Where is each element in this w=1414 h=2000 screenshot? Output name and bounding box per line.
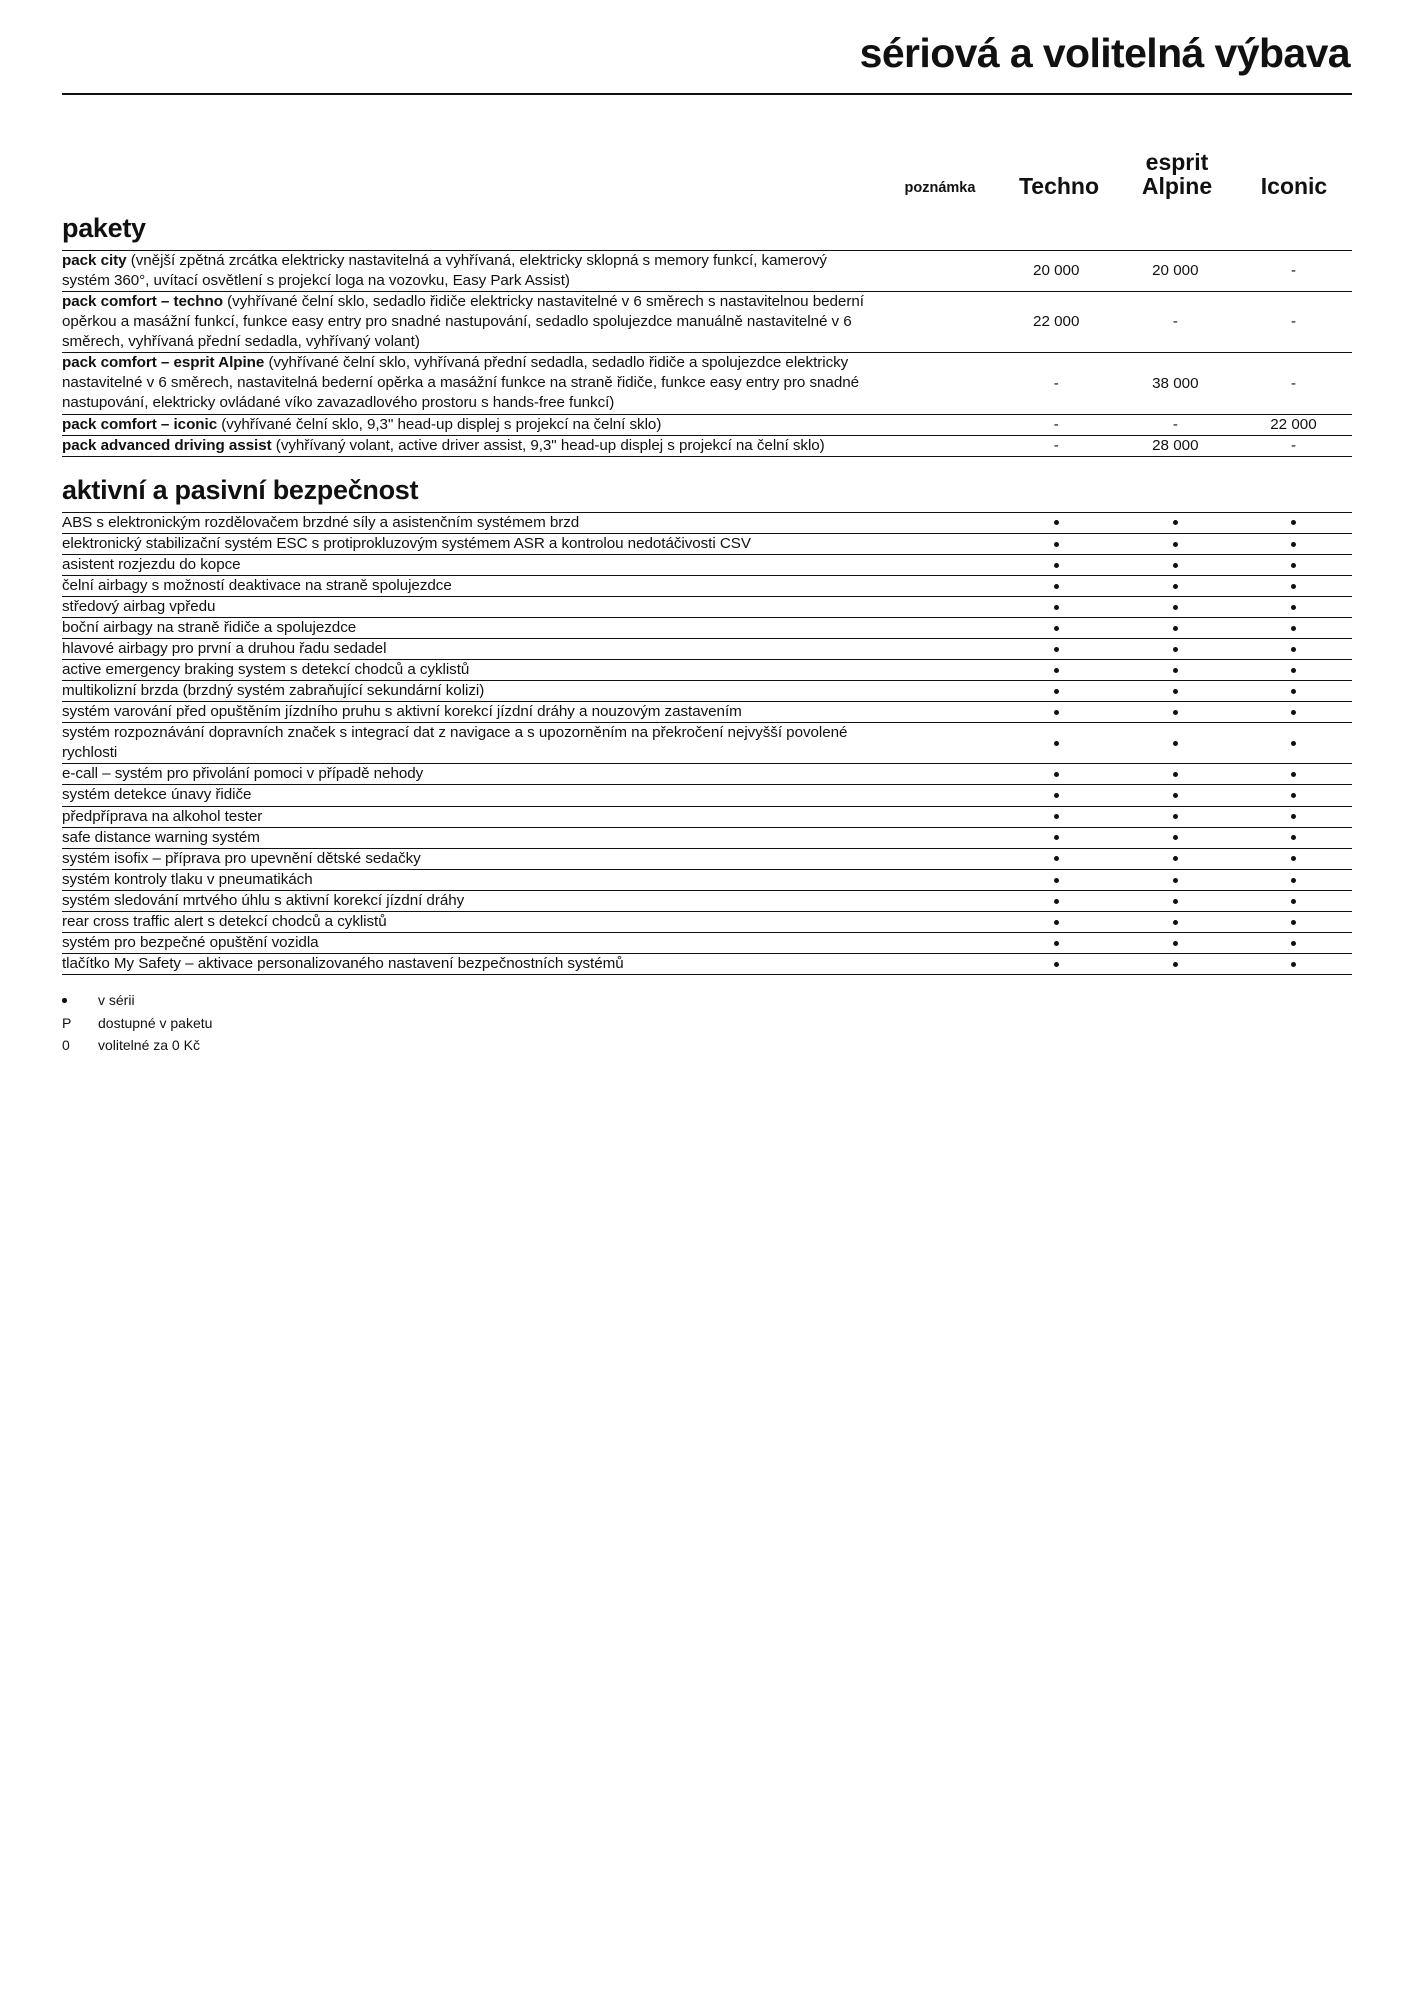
column-header-row — [62, 95, 1352, 199]
cell-note — [876, 512, 997, 533]
cell-iconic — [1235, 702, 1352, 723]
standard-equipment-bullet — [1291, 520, 1296, 525]
cell-iconic — [1235, 660, 1352, 681]
cell-note — [876, 827, 997, 848]
not-available-dash: - — [1053, 374, 1059, 392]
table-row — [62, 251, 1352, 292]
cell-esprit-alpine: 28 000 — [1152, 436, 1199, 454]
feature-label: active emergency braking system s detekcí chodců a cyklistů — [62, 661, 470, 679]
standard-equipment-bullet — [1291, 542, 1296, 547]
cell-esprit-alpine — [1116, 869, 1235, 890]
cell-techno — [997, 723, 1116, 764]
cell-iconic — [1235, 827, 1352, 848]
feature-label: systém rozpoznávání dopravních značek s integrací dat z navigace a s upozorněním na překročení nejvyšší povolené rychlosti — [62, 724, 848, 762]
column-header-techno: Techno — [1018, 173, 1100, 200]
table-row — [62, 435, 1352, 456]
legend-key: P — [62, 1014, 72, 1031]
standard-equipment-bullet — [1173, 563, 1178, 568]
cell-esprit-alpine — [1116, 533, 1235, 554]
cell-note — [876, 932, 997, 953]
cell-techno — [997, 639, 1116, 660]
standard-equipment-bullet — [1054, 542, 1059, 547]
cell-note — [876, 435, 997, 456]
legend-text: dostupné v paketu — [98, 1014, 213, 1031]
column-header-iconic: Iconic — [1260, 173, 1328, 200]
standard-equipment-bullet — [1173, 647, 1178, 652]
standard-equipment-bullet — [1054, 626, 1059, 631]
not-available-dash: - — [1290, 374, 1296, 392]
feature-label: elektronický stabilizační systém ESC s protiprokluzovým systémem ASR a kontrolou nedotáčivosti CSV — [62, 534, 751, 552]
standard-equipment-bullet — [1291, 710, 1296, 715]
cell-note — [876, 869, 997, 890]
feature-label: ABS s elektronickým rozdělovačem brzdné síly a asistenčním systémem brzd — [62, 513, 580, 531]
cell-esprit-alpine — [1116, 702, 1235, 723]
cell-iconic — [1235, 848, 1352, 869]
cell-note — [876, 681, 997, 702]
feature-label: tlačítko My Safety – aktivace personalizovaného nastavení bezpečnostních systémů — [62, 954, 624, 972]
not-available-dash: - — [1053, 436, 1059, 454]
standard-equipment-bullet — [1054, 689, 1059, 694]
feature-label: systém sledování mrtvého úhlu s aktivní korekcí jízdní dráhy — [62, 891, 465, 909]
cell-note — [876, 890, 997, 911]
standard-equipment-bullet — [1173, 899, 1178, 904]
cell-note — [876, 911, 997, 932]
standard-equipment-bullet — [1054, 647, 1059, 652]
cell-iconic — [1235, 533, 1352, 554]
standard-equipment-bullet — [1291, 899, 1296, 904]
cell-esprit-alpine — [1116, 512, 1235, 533]
standard-equipment-bullet — [1291, 793, 1296, 798]
cell-esprit-alpine — [1116, 827, 1235, 848]
cell-note — [876, 292, 997, 353]
cell-note — [876, 414, 997, 435]
standard-equipment-bullet — [1173, 689, 1178, 694]
standard-equipment-bullet — [1291, 962, 1296, 967]
standard-equipment-bullet — [1173, 520, 1178, 525]
cell-techno — [997, 617, 1116, 638]
legend-text: volitelné za 0 Kč — [98, 1037, 200, 1054]
cell-techno — [997, 848, 1116, 869]
cell-iconic — [1235, 806, 1352, 827]
cell-iconic — [1235, 723, 1352, 764]
feature-name: pack comfort – esprit Alpine — [62, 354, 265, 372]
cell-iconic — [1235, 512, 1352, 533]
standard-equipment-bullet — [1054, 856, 1059, 861]
cell-techno: 20 000 — [1033, 262, 1080, 280]
standard-equipment-bullet — [1173, 741, 1178, 746]
standard-equipment-bullet — [1054, 793, 1059, 798]
table-row — [62, 911, 1352, 932]
table-row — [62, 617, 1352, 638]
cell-techno — [997, 353, 1116, 414]
cell-note — [876, 764, 997, 785]
feature-label: pack comfort – esprit Alpine (vyhřívané čelní sklo, vyhřívaná přední sedadla, sedadlo řidiče a spolujezdce elektricky nastavitelné v 6 směrech, nastavitelná bederní opěrka a masážní funkce na straně řidiče, funkce easy entry pro snadné nastupování, elektricky ovládané víko zavazadlového prostoru s hands-free funkcí) — [62, 354, 860, 412]
standard-equipment-bullet — [1291, 584, 1296, 589]
cell-note — [876, 723, 997, 764]
cell-note — [876, 251, 997, 292]
standard-equipment-bullet — [1173, 920, 1178, 925]
feature-label: rear cross traffic alert s detekcí chodců a cyklistů — [62, 912, 387, 930]
cell-iconic — [1235, 639, 1352, 660]
cell-note — [876, 702, 997, 723]
standard-equipment-bullet — [1291, 563, 1296, 568]
not-available-dash: - — [1290, 262, 1296, 280]
feature-label: pack comfort – techno (vyhřívané čelní sklo, sedadlo řidiče elektricky nastavitelné v 6 směrech s nastavitelnou bederní opěrkou a masážní funkcí, funkce easy entry pro snadné nastupování, sedadlo spolujezdce manuálně nastavitelné v 6 směrech, vyhřívaná přední sedadla, vyhřívaný volant) — [62, 293, 864, 351]
table-row — [62, 723, 1352, 764]
not-available-dash: - — [1172, 415, 1178, 433]
standard-equipment-bullet — [1173, 772, 1178, 777]
cell-iconic: 22 000 — [1270, 415, 1317, 433]
cell-esprit-alpine — [1116, 890, 1235, 911]
standard-equipment-bullet — [1173, 605, 1178, 610]
cell-iconic — [1235, 785, 1352, 806]
feature-label: systém pro bezpečné opuštění vozidla — [62, 933, 319, 951]
feature-label: safe distance warning systém — [62, 828, 260, 846]
feature-label: předpříprava na alkohol tester — [62, 807, 263, 825]
table-row — [62, 764, 1352, 785]
table-row — [62, 353, 1352, 414]
column-header-esprit-alpine-line2: Alpine — [1141, 173, 1213, 200]
cell-note — [876, 533, 997, 554]
feature-label: hlavové airbagy pro první a druhou řadu sedadel — [62, 640, 387, 658]
cell-iconic — [1235, 890, 1352, 911]
cell-note — [876, 785, 997, 806]
legend-item — [62, 1034, 1352, 1057]
standard-equipment-bullet — [1291, 605, 1296, 610]
standard-equipment-bullet — [1173, 856, 1178, 861]
cell-techno — [997, 575, 1116, 596]
cell-esprit-alpine — [1116, 639, 1235, 660]
cell-esprit-alpine — [1116, 785, 1235, 806]
standard-equipment-bullet — [1054, 710, 1059, 715]
standard-equipment-bullet — [1291, 856, 1296, 861]
not-available-dash: - — [1053, 415, 1059, 433]
standard-equipment-bullet — [1291, 941, 1296, 946]
legend-item — [62, 989, 1352, 1012]
table-pakety — [62, 250, 1352, 457]
cell-iconic — [1235, 292, 1352, 353]
table-row — [62, 575, 1352, 596]
cell-iconic — [1235, 353, 1352, 414]
cell-note — [876, 617, 997, 638]
feature-name: pack comfort – techno — [62, 293, 223, 311]
cell-esprit-alpine — [1116, 292, 1235, 353]
table-row — [62, 533, 1352, 554]
cell-techno: 22 000 — [1033, 313, 1080, 331]
feature-name: pack comfort – iconic — [62, 415, 218, 433]
table-row — [62, 932, 1352, 953]
cell-techno — [997, 435, 1116, 456]
cell-techno — [997, 785, 1116, 806]
standard-equipment-bullet — [1054, 605, 1059, 610]
standard-equipment-bullet — [1173, 542, 1178, 547]
table-row — [62, 953, 1352, 974]
legend — [62, 989, 1352, 1057]
standard-equipment-bullet — [1054, 878, 1059, 883]
cell-note — [876, 639, 997, 660]
standard-equipment-bullet — [1054, 563, 1059, 568]
cell-iconic — [1235, 617, 1352, 638]
cell-techno — [997, 806, 1116, 827]
table-row — [62, 660, 1352, 681]
standard-equipment-bullet — [1054, 899, 1059, 904]
cell-esprit-alpine — [1116, 681, 1235, 702]
column-header-note: poznámka — [904, 179, 976, 196]
feature-label: pack comfort – iconic (vyhřívané čelní sklo, 9,3" head-up displej s projekcí na čelní sklo) — [62, 415, 662, 433]
table-row — [62, 806, 1352, 827]
standard-equipment-bullet — [1291, 814, 1296, 819]
standard-equipment-bullet — [1173, 793, 1178, 798]
cell-iconic — [1235, 596, 1352, 617]
cell-iconic — [1235, 575, 1352, 596]
legend-key — [62, 989, 98, 1012]
standard-equipment-bullet — [1173, 710, 1178, 715]
feature-label: středový airbag vpředu — [62, 597, 216, 615]
table-row — [62, 554, 1352, 575]
standard-equipment-bullet — [1291, 920, 1296, 925]
cell-techno — [997, 890, 1116, 911]
cell-iconic — [1235, 435, 1352, 456]
cell-techno — [997, 827, 1116, 848]
cell-esprit-alpine: 38 000 — [1152, 374, 1199, 392]
document-header — [62, 0, 1352, 95]
cell-esprit-alpine — [1116, 764, 1235, 785]
standard-equipment-bullet — [1054, 520, 1059, 525]
standard-equipment-bullet — [1291, 772, 1296, 777]
table-row — [62, 681, 1352, 702]
feature-label: multikolizní brzda (brzdný systém zabraňující sekundární kolizi) — [62, 682, 485, 700]
cell-techno — [997, 953, 1116, 974]
cell-esprit-alpine — [1116, 932, 1235, 953]
cell-techno — [997, 554, 1116, 575]
cell-esprit-alpine — [1116, 414, 1235, 435]
section-title-bezpecnost: aktivní a pasivní bezpečnost — [62, 474, 419, 505]
column-header-esprit-alpine — [1118, 151, 1236, 199]
feature-label: čelní airbagy s možností deaktivace na straně spolujezdce — [62, 576, 452, 594]
cell-esprit-alpine — [1116, 596, 1235, 617]
cell-techno — [997, 414, 1116, 435]
cell-esprit-alpine — [1116, 911, 1235, 932]
table-row — [62, 414, 1352, 435]
standard-equipment-bullet — [1054, 584, 1059, 589]
table-row — [62, 292, 1352, 353]
cell-techno — [997, 533, 1116, 554]
cell-note — [876, 353, 997, 414]
cell-techno — [997, 869, 1116, 890]
legend-key: 0 — [62, 1037, 70, 1054]
column-header-esprit-alpine-line1: esprit — [1145, 149, 1209, 176]
page-title: sériová a volitelná výbava — [859, 30, 1350, 76]
standard-equipment-bullet — [1173, 835, 1178, 840]
cell-techno — [997, 764, 1116, 785]
table-pakety-body — [62, 251, 1352, 457]
standard-equipment-bullet — [1291, 741, 1296, 746]
cell-note — [876, 554, 997, 575]
cell-iconic — [1235, 764, 1352, 785]
standard-equipment-bullet — [1173, 941, 1178, 946]
table-row — [62, 512, 1352, 533]
table-bezpecnost — [62, 512, 1352, 975]
table-row — [62, 890, 1352, 911]
cell-esprit-alpine — [1116, 575, 1235, 596]
standard-equipment-bullet — [1054, 741, 1059, 746]
cell-esprit-alpine — [1116, 554, 1235, 575]
standard-equipment-bullet — [1054, 835, 1059, 840]
table-row — [62, 639, 1352, 660]
cell-esprit-alpine — [1116, 660, 1235, 681]
standard-equipment-bullet — [1291, 689, 1296, 694]
standard-equipment-bullet — [1173, 814, 1178, 819]
cell-esprit-alpine — [1116, 953, 1235, 974]
legend-item — [62, 1012, 1352, 1035]
standard-equipment-bullet — [1054, 814, 1059, 819]
standard-equipment-bullet — [1173, 584, 1178, 589]
standard-equipment-bullet — [1054, 668, 1059, 673]
cell-techno — [997, 702, 1116, 723]
table-bezpecnost-body — [62, 512, 1352, 974]
legend-text: v sérii — [98, 992, 135, 1009]
standard-equipment-bullet — [1291, 647, 1296, 652]
cell-techno — [997, 512, 1116, 533]
cell-iconic — [1235, 681, 1352, 702]
table-row — [62, 785, 1352, 806]
feature-label: boční airbagy na straně řidiče a spolujezdce — [62, 618, 357, 636]
standard-equipment-bullet — [1173, 962, 1178, 967]
feature-label: systém isofix – příprava pro upevnění dětské sedačky — [62, 849, 421, 867]
feature-label: asistent rozjezdu do kopce — [62, 555, 241, 573]
legend-bullet-icon — [62, 998, 67, 1003]
cell-esprit-alpine — [1116, 806, 1235, 827]
cell-esprit-alpine: 20 000 — [1152, 262, 1199, 280]
cell-note — [876, 953, 997, 974]
cell-esprit-alpine — [1116, 848, 1235, 869]
section-title-pakety: pakety — [62, 213, 146, 244]
feature-label: pack city (vnější zpětná zrcátka elektricky nastavitelná a vyhřívaná, elektricky sklopná s memory funkcí, kamerový systém 360°, uvítací osvětlení s projekcí loga na vozovku, Easy Park Assist) — [62, 252, 827, 290]
cell-note — [876, 596, 997, 617]
cell-techno — [997, 681, 1116, 702]
cell-iconic — [1235, 953, 1352, 974]
cell-iconic — [1235, 911, 1352, 932]
standard-equipment-bullet — [1291, 626, 1296, 631]
standard-equipment-bullet — [1173, 878, 1178, 883]
feature-label: systém varování před opuštěním jízdního pruhu s aktivní korekcí jízdní dráhy a nouzovým zastavením — [62, 703, 742, 721]
table-row — [62, 596, 1352, 617]
cell-techno — [997, 596, 1116, 617]
table-row — [62, 869, 1352, 890]
not-available-dash: - — [1172, 313, 1178, 331]
not-available-dash: - — [1290, 436, 1296, 454]
cell-iconic — [1235, 554, 1352, 575]
cell-note — [876, 848, 997, 869]
cell-techno — [997, 660, 1116, 681]
table-row — [62, 848, 1352, 869]
cell-note — [876, 806, 997, 827]
cell-iconic — [1235, 932, 1352, 953]
feature-label: systém kontroly tlaku v pneumatikách — [62, 870, 313, 888]
cell-note — [876, 575, 997, 596]
cell-esprit-alpine — [1116, 723, 1235, 764]
cell-iconic — [1235, 251, 1352, 292]
standard-equipment-bullet — [1291, 878, 1296, 883]
standard-equipment-bullet — [1054, 941, 1059, 946]
table-row — [62, 702, 1352, 723]
standard-equipment-bullet — [1054, 962, 1059, 967]
feature-name: pack advanced driving assist — [62, 436, 272, 454]
cell-techno — [997, 911, 1116, 932]
not-available-dash: - — [1290, 313, 1296, 331]
standard-equipment-bullet — [1173, 626, 1178, 631]
standard-equipment-bullet — [1054, 772, 1059, 777]
cell-iconic — [1235, 869, 1352, 890]
feature-label: systém detekce únavy řidiče — [62, 786, 252, 804]
standard-equipment-bullet — [1291, 835, 1296, 840]
feature-label: e-call – systém pro přivolání pomoci v případě nehody — [62, 765, 424, 783]
cell-esprit-alpine — [1116, 617, 1235, 638]
feature-label: pack advanced driving assist (vyhřívaný volant, active driver assist, 9,3" head-up displej s projekcí na čelní sklo) — [62, 436, 825, 454]
standard-equipment-bullet — [1054, 920, 1059, 925]
table-row — [62, 827, 1352, 848]
cell-note — [876, 660, 997, 681]
standard-equipment-bullet — [1291, 668, 1296, 673]
standard-equipment-bullet — [1173, 668, 1178, 673]
cell-techno — [997, 932, 1116, 953]
feature-name: pack city — [62, 252, 127, 270]
